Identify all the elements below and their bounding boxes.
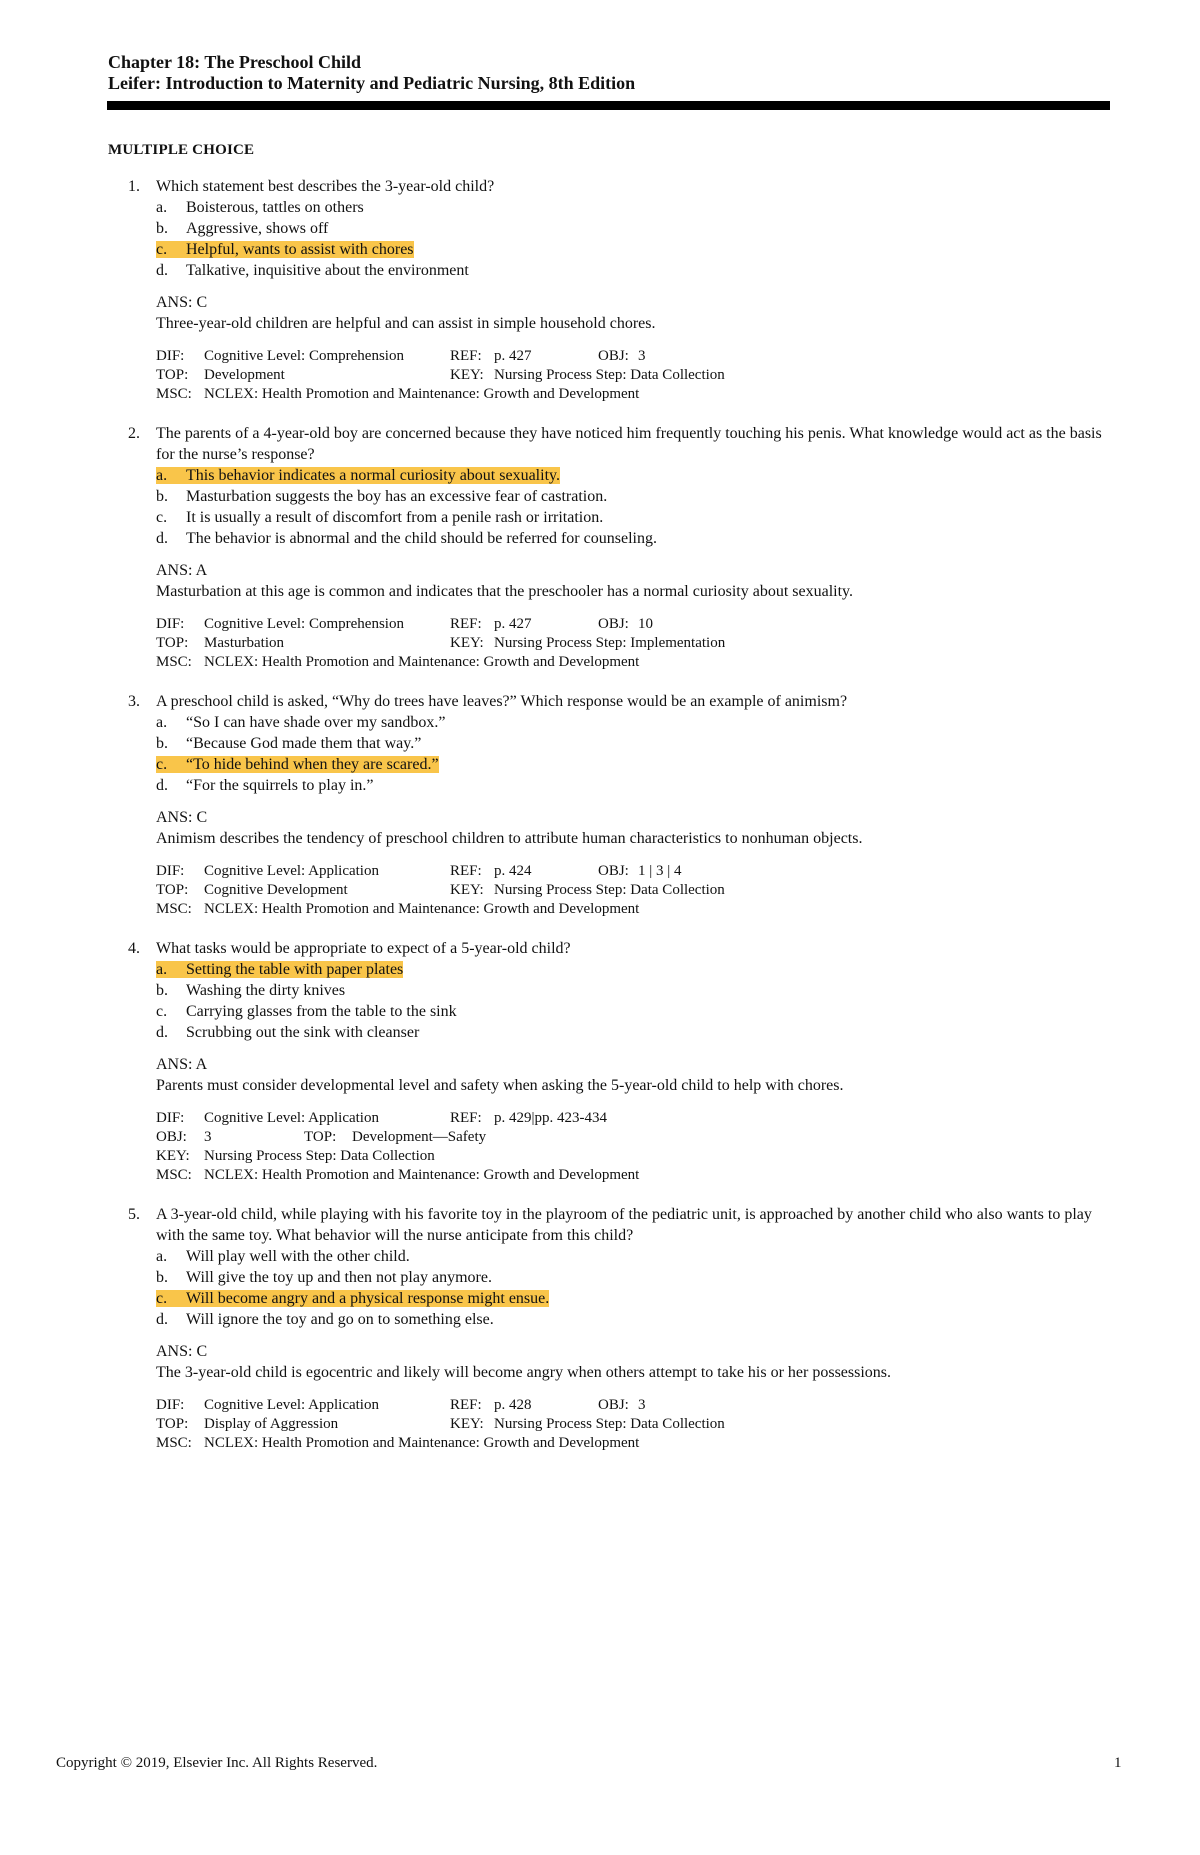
metadata: DIF: Cognitive Level: Application REF: p. 429|pp. 423-434 OBJ: 3 TOP: Development—Safety KEY: Nursing Process Step: Data Collection MSC: NCLEX: Health Promotion and Maintenance: Growth and Development <box>156 1110 640 1183</box>
header-rule <box>107 101 1110 110</box>
answer-block <box>108 292 1108 334</box>
page-number: 1 <box>1114 1755 1122 1771</box>
top-value: Display of Aggression <box>204 1416 339 1432</box>
top-value: Masturbation <box>204 635 284 651</box>
question-text: A preschool child is asked, “Why do trees have leaves?” Which response would be an example of animism? <box>156 693 848 710</box>
option-c: c. Carrying glasses from the table to the sink <box>156 1003 457 1020</box>
obj-value: 3 <box>638 348 646 364</box>
document-header <box>108 52 1108 94</box>
obj-value: 3 <box>204 1129 212 1145</box>
question-2 <box>108 423 1108 672</box>
book-title: Leifer: Introduction to Maternity and Pediatric Nursing, 8th Edition <box>108 73 636 93</box>
option-d: d. Talkative, inquisitive about the environment <box>156 262 469 279</box>
options-list <box>108 712 1108 796</box>
ref-value: p. 429|pp. 423-434 <box>494 1110 607 1126</box>
option-c-correct: c. “To hide behind when they are scared.” <box>156 756 439 773</box>
msc-value: NCLEX: Health Promotion and Maintenance: Growth and Development <box>204 1435 640 1451</box>
option-a: a. “So I can have shade over my sandbox.” <box>156 714 446 731</box>
question-4 <box>108 938 1108 1185</box>
ref-value: p. 427 <box>494 616 532 632</box>
option-a: a. Boisterous, tattles on others <box>156 199 364 216</box>
answer-key: ANS: C <box>156 294 208 311</box>
question-text: The parents of a 4-year-old boy are concerned because they have noticed him frequently touching his penis. What knowledge would act as the basis for the nurse’s response? <box>156 425 1102 463</box>
option-b: b. “Because God made them that way.” <box>156 735 422 752</box>
answer-block <box>108 560 1108 602</box>
option-d: d. “For the squirrels to play in.” <box>156 777 374 794</box>
chapter-title: Chapter 18: The Preschool Child <box>108 52 362 72</box>
dif-value: Cognitive Level: Application <box>204 863 379 879</box>
dif-value: Cognitive Level: Application <box>204 1110 379 1126</box>
obj-value: 10 <box>638 616 653 632</box>
options-list <box>108 1246 1108 1330</box>
answer-key: ANS: C <box>156 809 208 826</box>
answer-key: ANS: A <box>156 1056 208 1073</box>
question-list <box>108 176 1108 1472</box>
option-a: a. Will play well with the other child. <box>156 1248 410 1265</box>
answer-block <box>108 1054 1108 1096</box>
top-value: Cognitive Development <box>204 882 348 898</box>
question-stem <box>108 1204 1108 1246</box>
answer-block <box>108 807 1108 849</box>
key-value: Nursing Process Step: Data Collection <box>494 882 725 898</box>
question-stem <box>108 423 1108 465</box>
msc-value: NCLEX: Health Promotion and Maintenance: Growth and Development <box>204 654 640 670</box>
option-b: b. Aggressive, shows off <box>156 220 329 237</box>
metadata: DIF: Cognitive Level: Comprehension REF: p. 427 OBJ: 10 TOP: Masturbation KEY: Nursing Process Step: Implementation MSC: NCLEX: Health Promotion and Maintenance: Growth and Development <box>156 616 726 670</box>
option-b: b. Masturbation suggests the boy has an excessive fear of castration. <box>156 488 608 505</box>
rationale: The 3-year-old child is egocentric and likely will become angry when others attempt to take his or her possessions. <box>156 1364 892 1381</box>
question-text: Which statement best describes the 3-year-old child? <box>156 178 495 195</box>
metadata: DIF: Cognitive Level: Application REF: p. 424 OBJ: 1 | 3 | 4 TOP: Cognitive Development KEY: Nursing Process Step: Data Collection MSC: NCLEX: Health Promotion and Maintenance: Growth and Development <box>156 863 725 917</box>
rationale: Three-year-old children are helpful and can assist in simple household chores. <box>156 315 656 332</box>
question-number: 2. <box>128 425 140 442</box>
option-c-correct: c. Helpful, wants to assist with chores <box>156 241 414 258</box>
dif-value: Cognitive Level: Comprehension <box>204 616 404 632</box>
options-list <box>108 959 1108 1043</box>
option-d: d. The behavior is abnormal and the child should be referred for counseling. <box>156 530 657 547</box>
ref-value: p. 427 <box>494 348 532 364</box>
question-stem <box>108 691 1108 712</box>
option-a-correct: a. Setting the table with paper plates <box>156 961 404 978</box>
option-b: b. Washing the dirty knives <box>156 982 346 999</box>
options-list <box>108 197 1108 281</box>
option-a-correct: a. This behavior indicates a normal curiosity about sexuality. <box>156 467 560 484</box>
answer-key: ANS: A <box>156 562 208 579</box>
obj-value: 3 <box>638 1397 646 1413</box>
rationale: Parents must consider developmental level and safety when asking the 5-year-old child to help with chores. <box>156 1077 844 1094</box>
rationale: Animism describes the tendency of preschool children to attribute human characteristics to nonhuman objects. <box>156 830 863 847</box>
metadata: DIF: Cognitive Level: Comprehension REF: p. 427 OBJ: 3 TOP: Development KEY: Nursing Process Step: Data Collection MSC: NCLEX: Health Promotion and Maintenance: Growth and Development <box>156 348 725 402</box>
option-d: d. Scrubbing out the sink with cleanser <box>156 1024 420 1041</box>
question-5 <box>108 1204 1108 1453</box>
question-stem <box>108 176 1108 197</box>
option-b: b. Will give the toy up and then not play anymore. <box>156 1269 492 1286</box>
question-number: 1. <box>128 178 140 195</box>
obj-value: 1 | 3 | 4 <box>638 863 682 879</box>
question-3 <box>108 691 1108 919</box>
question-number: 4. <box>128 940 140 957</box>
metadata: DIF: Cognitive Level: Application REF: p. 428 OBJ: 3 TOP: Display of Aggression KEY: Nursing Process Step: Data Collection MSC: NCLEX: Health Promotion and Maintenance: Growth and Development <box>156 1397 725 1451</box>
msc-value: NCLEX: Health Promotion and Maintenance: Growth and Development <box>204 901 640 917</box>
question-text: A 3-year-old child, while playing with his favorite toy in the playroom of the pediatric unit, is approached by another child who also wants to play with the same toy. What behavior will the nurse anticipate from this child? <box>156 1206 1092 1244</box>
rationale: Masturbation at this age is common and indicates that the preschooler has a normal curiosity about sexuality. <box>156 583 854 600</box>
question-1 <box>108 176 1108 404</box>
dif-value: Cognitive Level: Comprehension <box>204 348 404 364</box>
answer-key: ANS: C <box>156 1343 208 1360</box>
msc-value: NCLEX: Health Promotion and Maintenance: Growth and Development <box>204 1167 640 1183</box>
answer-block <box>108 1341 1108 1383</box>
msc-value: NCLEX: Health Promotion and Maintenance: Growth and Development <box>204 386 640 402</box>
question-stem <box>108 938 1108 959</box>
options-list <box>108 465 1108 549</box>
ref-value: p. 424 <box>494 863 532 879</box>
ref-value: p. 428 <box>494 1397 532 1413</box>
option-c-correct: c. Will become angry and a physical response might ensue. <box>156 1290 550 1307</box>
top-value: Development <box>204 367 285 383</box>
key-value: Nursing Process Step: Data Collection <box>494 1416 725 1432</box>
key-value: Nursing Process Step: Data Collection <box>494 367 725 383</box>
question-number: 5. <box>128 1206 140 1223</box>
question-number: 3. <box>128 693 140 710</box>
option-c: c. It is usually a result of discomfort from a penile rash or irritation. <box>156 509 604 526</box>
question-text: What tasks would be appropriate to expect of a 5-year-old child? <box>156 940 571 957</box>
section-title: MULTIPLE CHOICE <box>108 142 255 158</box>
copyright-footer: Copyright © 2019, Elsevier Inc. All Rights Reserved. <box>56 1755 378 1771</box>
key-value: Nursing Process Step: Implementation <box>494 635 726 651</box>
key-value: Nursing Process Step: Data Collection <box>204 1148 435 1164</box>
option-d: d. Will ignore the toy and go on to something else. <box>156 1311 494 1328</box>
dif-value: Cognitive Level: Application <box>204 1397 379 1413</box>
top-value: Development—Safety <box>352 1129 487 1145</box>
